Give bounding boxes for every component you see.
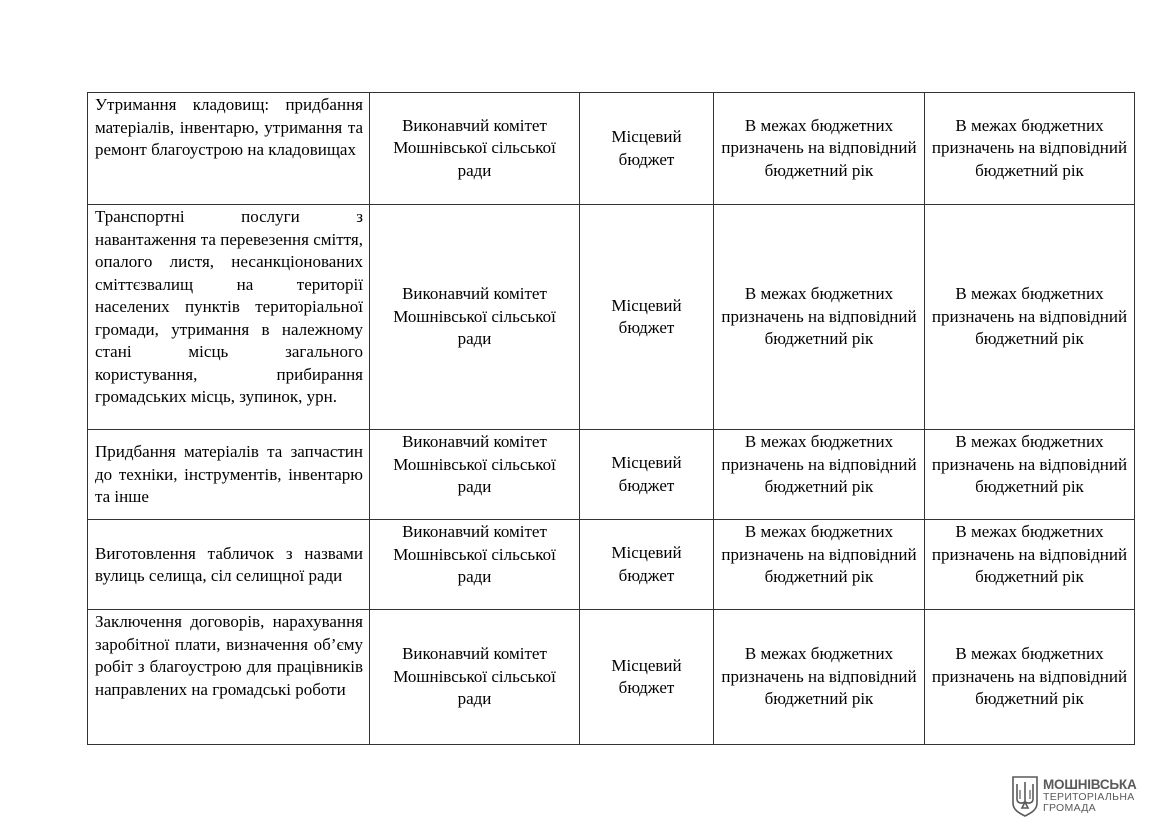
source-cell: Місцевий бюджет xyxy=(580,205,714,430)
amount-cell: В межах бюджетних призначень на відповідний бюджетний рік xyxy=(714,93,925,205)
table-row xyxy=(88,520,1135,610)
amount-cell: В межах бюджетних призначень на відповідний бюджетний рік xyxy=(714,205,925,430)
logo-title: МОШНІВСЬКА xyxy=(1043,777,1137,792)
source-cell: Місцевий бюджет xyxy=(580,610,714,745)
source-cell: Місцевий бюджет xyxy=(580,93,714,205)
amount-cell: В межах бюджетних призначень на відповідний бюджетний рік xyxy=(714,610,925,745)
table-row xyxy=(88,205,1135,430)
executor-cell: Виконавчий комітет Мошнівської сільської ради xyxy=(370,430,580,520)
activity-cell: Утримання кладовищ: придбання матеріалів, інвентарю, утримання та ремонт благоустрою на кладовищах xyxy=(88,93,370,205)
activity-cell: Заключення договорів, нарахування заробітної плати, визначення об’єму робіт з благоустрою для працівників направлених на громадські роботи xyxy=(88,610,370,745)
activity-cell: Транспортні послуги з навантаження та перевезення сміття, опалого листя, несанкціонованих сміттєзвалищ на території населених пунктів територіальної громади, утримання в належному стані місць загального користування, прибирання громадських місць, зупинок, урн. xyxy=(88,205,370,430)
logo-subtitle-line1: ТЕРИТОРІАЛЬНА xyxy=(1043,791,1135,803)
amount-cell: В межах бюджетних призначень на відповідний бюджетний рік xyxy=(714,520,925,610)
executor-cell: Виконавчий комітет Мошнівської сільської ради xyxy=(370,520,580,610)
executor-cell: Виконавчий комітет Мошнівської сільської ради xyxy=(370,205,580,430)
logo-subtitle-line2: ГРОМАДА xyxy=(1043,802,1096,814)
executor-cell: Виконавчий комітет Мошнівської сільської ради xyxy=(370,93,580,205)
activity-cell: Виготовлення табличок з назвами вулиць селища, сіл селищної ради xyxy=(88,520,370,610)
amount-cell: В межах бюджетних призначень на відповідний бюджетний рік xyxy=(925,93,1135,205)
amount-cell: В межах бюджетних призначень на відповідний бюджетний рік xyxy=(925,610,1135,745)
table-row xyxy=(88,610,1135,745)
community-logo xyxy=(1010,773,1160,819)
source-cell: Місцевий бюджет xyxy=(580,430,714,520)
amount-cell: В межах бюджетних призначень на відповідний бюджетний рік xyxy=(925,205,1135,430)
budget-table xyxy=(87,92,1135,745)
amount-cell: В межах бюджетних призначень на відповідний бюджетний рік xyxy=(925,520,1135,610)
trident-icon xyxy=(1010,775,1040,817)
amount-cell: В межах бюджетних призначень на відповідний бюджетний рік xyxy=(925,430,1135,520)
executor-cell: Виконавчий комітет Мошнівської сільської ради xyxy=(370,610,580,745)
activity-cell: Придбання матеріалів та запчастин до техніки, інструментів, інвентарю та інше xyxy=(88,430,370,520)
logo-text xyxy=(1043,778,1137,814)
table-row xyxy=(88,93,1135,205)
table-row xyxy=(88,430,1135,520)
source-cell: Місцевий бюджет xyxy=(580,520,714,610)
amount-cell: В межах бюджетних призначень на відповідний бюджетний рік xyxy=(714,430,925,520)
